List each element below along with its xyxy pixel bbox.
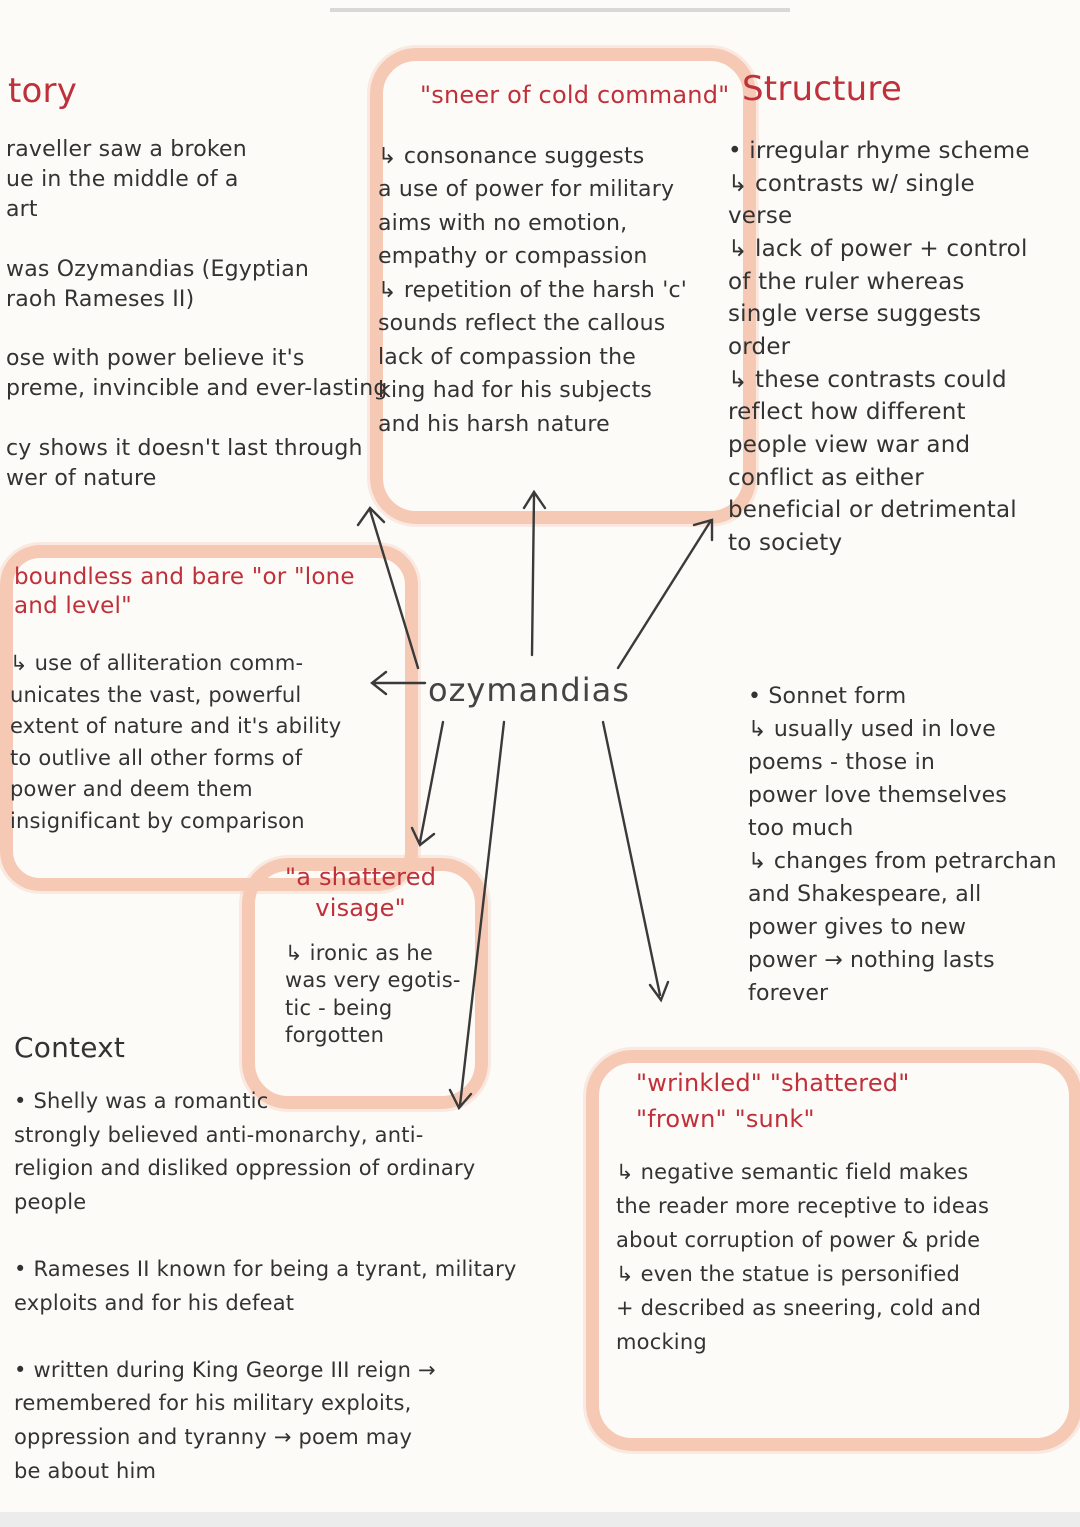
wrinkled-text: ↳ negative semantic field makes the reader more receptive to ideas about corruption of power & pride ↳ even the statue is personified + described as sneering, cold and mocking [616,1160,990,1355]
arrow-to-context [450,722,504,1108]
structure-text: • irregular rhyme scheme ↳ contrasts w/ single verse ↳ lack of power + control of the ruler whereas single verse suggests order ↳ these contrasts could reflect how different people view war and conflict as either beneficial or detrimental to society [728,138,1030,556]
context-heading: Context [14,1031,126,1064]
story-heading: tory [8,71,78,111]
arrow-to-visage [412,722,443,845]
paper-edge-bottom [0,1512,1080,1527]
visage-text: ↳ ironic as he was very egotis- tic - being forgotten [285,941,461,1047]
center-topic: ozymandias [428,671,630,709]
sneer-text: ↳ consonance suggests a use of power for military aims with no emotion, empathy or compassion ↳ repetition of the harsh 'c' sounds reflect the callous lack of compassion the king had for his subjects and his harsh nature [378,144,688,437]
arrow-to-wrinkled [603,722,668,1000]
context-text: • Shelly was a romantic strongly believed anti-monarchy, anti- religion and disliked oppression of ordinary people • Rameses II known for being a tyrant, military exploits and for his defeat • written during King George III reign → remembered for his military exploits, oppression and tyranny → poem may be about him [14,1089,517,1483]
wrinkled-quote: "wrinkled" "shattered" "frown" "sunk" [636,1069,910,1133]
boundless-text: ↳ use of alliteration comm- unicates the vast, powerful extent of nature and it's ability to outlive all other forms of power and deem them insignificant by comparison [10,651,342,833]
sneer-quote: "sneer of cold command" [420,81,730,109]
structure-heading: Structure [742,69,902,109]
arrow-to-story [358,508,418,668]
arrow-to-sneer [524,492,545,655]
sonnet-text: • Sonnet form ↳ usually used in love poems - those in power love themselves too much ↳ changes from petrarchan and Shakespeare, all power gives to new power → nothing lasts forever [748,684,1057,1006]
visage-quote: "a shattered visage" [285,863,437,922]
story-text: raveller saw a broken ue in the middle of a art was Ozymandias (Egyptian raoh Rameses II) ose with power believe it's preme, invincible and ever-lasting cy shows it doesn't last through wer of nature [6,137,388,491]
arrow-to-structure [618,520,712,668]
arrow-to-boundless [372,672,425,694]
boundless-quote: boundless and bare "or "lone and level" [14,564,355,620]
